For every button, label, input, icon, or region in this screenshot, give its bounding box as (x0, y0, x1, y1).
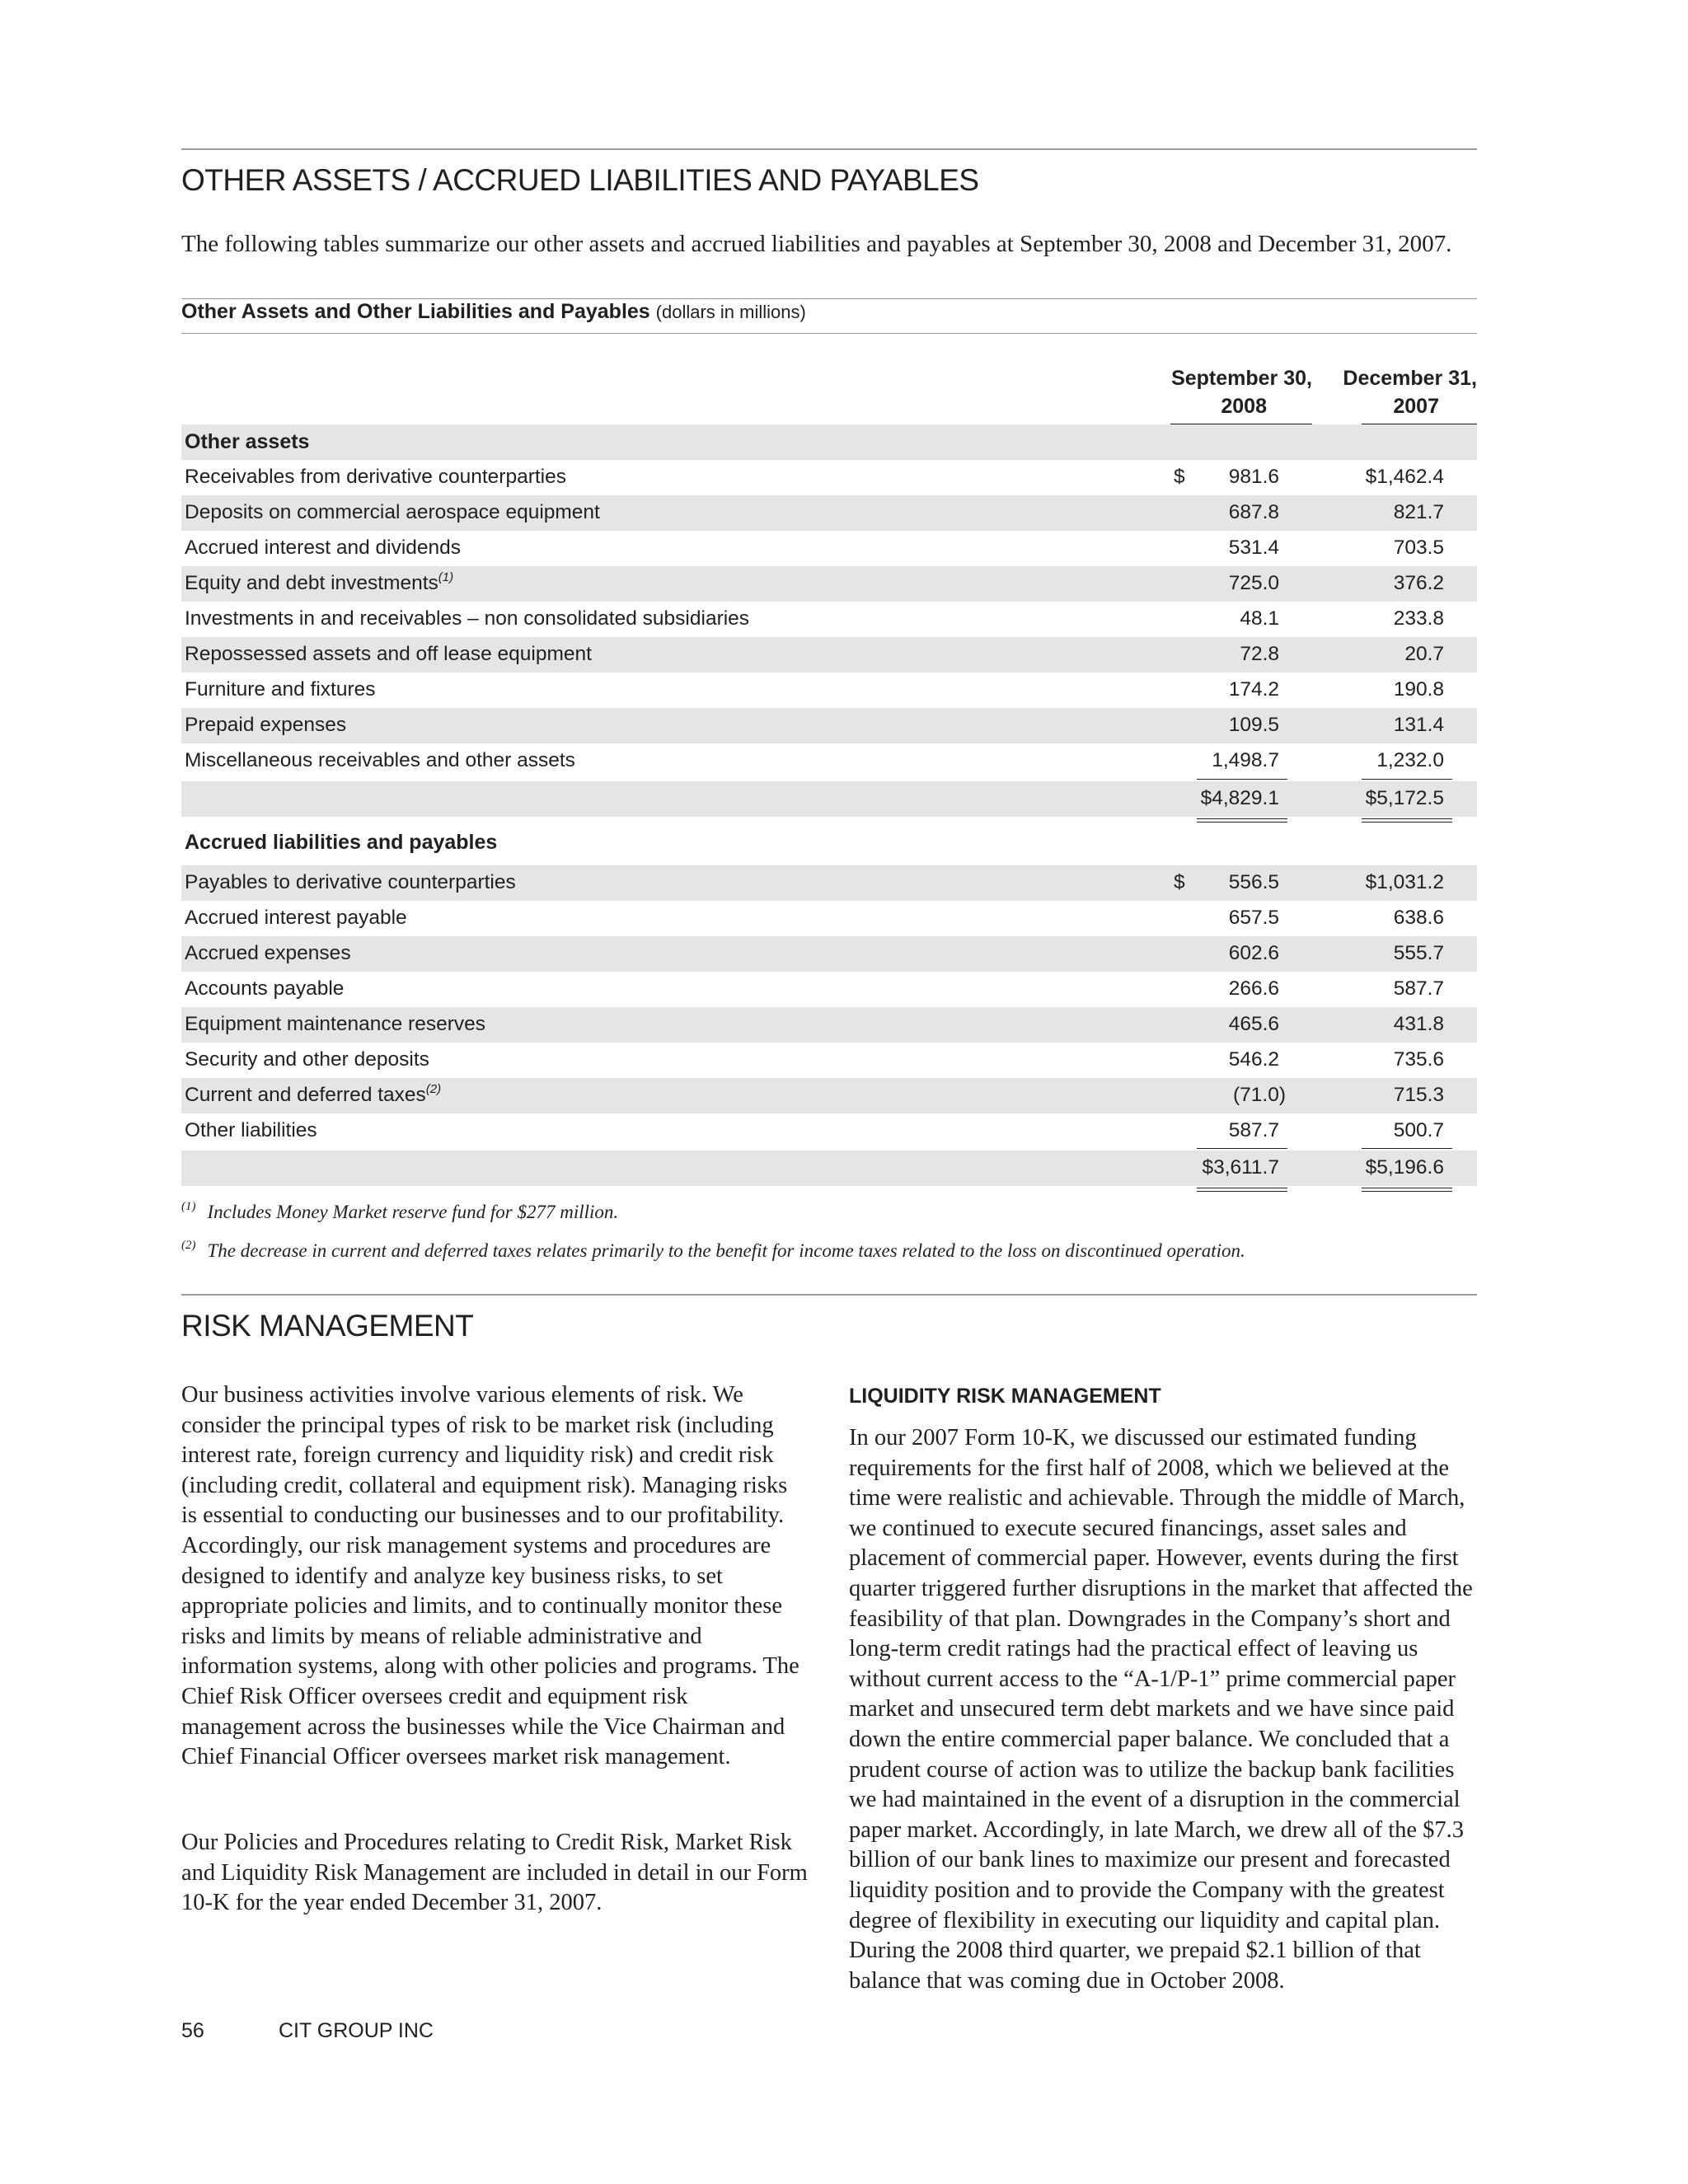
section-title-risk-management: RISK MANAGEMENT (181, 1309, 474, 1343)
row-value-2008: $ 981.6 (1174, 466, 1279, 488)
table-row (181, 566, 1477, 602)
col2-line2: 2007 (1393, 395, 1439, 418)
dollar-sign: $ (1174, 466, 1185, 488)
subtotal-underline-2008 (1197, 1148, 1287, 1149)
row-value-2008: 546.2 (1228, 1048, 1279, 1071)
row-value-2008: 531.4 (1228, 537, 1279, 559)
table-row (181, 460, 1477, 495)
footer-company: CIT GROUP INC (279, 2019, 434, 2042)
footnote-ref-2: (2) (425, 1082, 442, 1096)
table-row (181, 865, 1477, 901)
row-label: Receivables from derivative counterparties (185, 466, 566, 488)
row-label: Repossessed assets and off lease equipment (185, 643, 592, 665)
row-value-2008: 109.5 (1228, 714, 1279, 736)
col1-line1: September 30, (1171, 367, 1312, 390)
row-label: Deposits on commercial aerospace equipment (185, 501, 600, 523)
row-label: Accrued expenses (185, 942, 351, 964)
row-label: Equipment maintenance reserves (185, 1013, 485, 1035)
total-double-underline-2008 (1197, 1188, 1287, 1192)
row-value-2008: 1,498.7 (1212, 749, 1279, 771)
total-2008: $3,611.7 (1202, 1156, 1279, 1179)
table-row (181, 708, 1477, 743)
table-units: (dollars in millions) (655, 302, 806, 322)
row-value-2008: 72.8 (1240, 643, 1279, 665)
total-double-underline-2008 (1197, 818, 1287, 823)
table-row (181, 936, 1477, 972)
table-row (181, 1078, 1477, 1113)
page-number: 56 (181, 2019, 204, 2042)
row-value-2008: (71.0) (1232, 1084, 1286, 1106)
row-value-2008: 657.5 (1228, 907, 1279, 929)
footnote-1 (181, 1202, 618, 1223)
liabilities-heading: Accrued liabilities and payables (185, 831, 498, 854)
other-assets-heading: Other assets (185, 430, 310, 453)
table-row (181, 1113, 1477, 1149)
table-row (181, 901, 1477, 936)
table-title (181, 300, 806, 324)
row-value-2008: 602.6 (1228, 942, 1279, 964)
risk-paragraph-2: Our Policies and Procedures relating to Credit Risk, Market Risk and Liquidity Risk Management are included in detail in our Form 10-K for the year ended December 31, 2007. (181, 1830, 808, 1916)
row-value-2007: 735.6 (1393, 1048, 1444, 1071)
column-header-sep-2008 (1137, 364, 1312, 420)
footnote-text-1: Includes Money Market reserve fund for $277 million. (207, 1202, 619, 1222)
row-value-2007: 587.7 (1393, 977, 1444, 1000)
row-value-2007: $1,462.4 (1365, 466, 1444, 488)
top-rule (181, 148, 1477, 150)
subtotal-underline-2007 (1362, 1148, 1452, 1149)
row-value-2007: 500.7 (1393, 1119, 1444, 1141)
footnote-2 (181, 1240, 1245, 1262)
liquidity-risk-heading: LIQUIDITY RISK MANAGEMENT (849, 1385, 1161, 1408)
row-value-2007: 555.7 (1393, 942, 1444, 964)
row-value-2007: 20.7 (1404, 643, 1444, 665)
row-value-2008: 465.6 (1228, 1013, 1279, 1035)
row-value-2008: $ 556.5 (1174, 871, 1279, 893)
row-value-2007: 821.7 (1393, 501, 1444, 523)
row-value-2007: 1,232.0 (1376, 749, 1444, 771)
table-row (181, 673, 1477, 708)
footnote-ref-1: (1) (438, 570, 454, 584)
row-value-2008: 725.0 (1228, 572, 1279, 594)
section-title-other-assets: OTHER ASSETS / ACCRUED LIABILITIES AND PAYABLES (181, 163, 979, 197)
intro-paragraph: The following tables summarize our other assets and accrued liabilities and payables at September 30, 2008 and December 31, 2007. (181, 231, 1452, 257)
table-row (181, 1043, 1477, 1078)
row-label: Investments in and receivables – non consolidated subsidiaries (185, 607, 750, 630)
row-value-2008: 266.6 (1228, 977, 1279, 1000)
total-double-underline-2007 (1362, 1188, 1452, 1192)
row-value-2007: 190.8 (1393, 678, 1444, 701)
liabilities-total-row (181, 1151, 1477, 1186)
table-row (181, 972, 1477, 1007)
row-value-2007: 638.6 (1393, 907, 1444, 929)
risk-paragraph-1: Our business activities involve various elements of risk. We consider the principal types of risk to be market risk (including interest rate, foreign currency and liquidity risk) and credit risk (including credit, collateral and equipment risk). Managing risks is essential to conducting our businesses and to our profitability. Accordingly, our risk management systems and procedures are designed to identify and analyze key business risks, to set appropriate policies and limits, and to continually monitor these risks and limits by means of reliable administrative and information systems, along with other policies and programs. The Chief Risk Officer oversees credit and equipment risk management across the businesses while the Vice Chairman and Chief Financial Officer oversees market risk management. (181, 1382, 799, 1770)
total-2007: $5,172.5 (1365, 787, 1444, 809)
subtotal-underline-2007 (1362, 779, 1452, 780)
row-value-2008: 174.2 (1228, 678, 1279, 701)
row-label: Accrued interest and dividends (185, 537, 462, 559)
row-label: Furniture and fixtures (185, 678, 376, 701)
table-row (181, 637, 1477, 673)
total-2007: $5,196.6 (1365, 1156, 1444, 1179)
row-label: Miscellaneous receivables and other assets (185, 749, 575, 771)
total-double-underline-2007 (1362, 818, 1452, 823)
table-header-rule (181, 333, 1477, 334)
footnote-mark-1: (1) (181, 1200, 196, 1213)
table-row (181, 743, 1477, 779)
footnote-mark-2: (2) (181, 1239, 196, 1252)
liquidity-risk-paragraph: In our 2007 Form 10-K, we discussed our estimated funding requirements for the first half of 2008, which we believed at the time were realistic and achievable. Through the middle of March, we continued to execute secured financings, asset sales and placement of commercial paper. However, events during the first quarter triggered further disruptions in the market that affected the feasibility of that plan. Downgrades in the Company’s short and long-term credit ratings had the practical effect of leaving us without current access to the “A-1/P-1” prime commercial paper market and unsecured term debt markets and we have since paid down the entire commercial paper balance. We concluded that a prudent course of action was to utilize the backup bank facilities we had maintained in the event of a disruption in the commercial paper market. Accordingly, in late March, we drew all of the $7.3 billion of our bank lines to maximize our present and forecasted liquidity position and to provide the Company with the greatest degree of flexibility in executing our liquidity and capital plan. During the 2008 third quarter, we prepaid $2.1 billion of that balance that was coming due in October 2008. (849, 1425, 1473, 1994)
other-assets-heading-row (181, 424, 1477, 460)
row-label: Accounts payable (185, 977, 345, 1000)
row-value-2007: 233.8 (1393, 607, 1444, 630)
table-row (181, 602, 1477, 637)
total-2008: $4,829.1 (1200, 787, 1279, 809)
row-value-2007: 431.8 (1393, 1013, 1444, 1035)
row-value-2008: 587.7 (1228, 1119, 1279, 1141)
row-value-2007: 703.5 (1393, 537, 1444, 559)
row-label: Accrued interest payable (185, 907, 407, 929)
row-value-2008: 687.8 (1228, 501, 1279, 523)
table-title-text: Other Assets and Other Liabilities and Payables (181, 300, 650, 323)
column-header-dec-2007 (1335, 364, 1477, 420)
row-label: Equity and debt investments$^{(1)}$ (185, 570, 454, 594)
dollar-sign: $ (1174, 871, 1185, 893)
table-top-rule (181, 298, 1477, 299)
section-rule (181, 1294, 1477, 1296)
col1-line2: 2008 (1221, 395, 1267, 418)
row-value-2007: 376.2 (1393, 572, 1444, 594)
row-value-2007: 131.4 (1393, 714, 1444, 736)
row-label: Prepaid expenses (185, 714, 347, 736)
col2-line1: December 31, (1343, 367, 1477, 390)
row-label: Current and deferred taxes$^{(2)}$ (185, 1082, 442, 1106)
row-label: Security and other deposits (185, 1048, 429, 1071)
table-row (181, 531, 1477, 566)
other-assets-total-row (181, 781, 1477, 817)
row-value-2008: 48.1 (1240, 607, 1279, 630)
row-value-2007: 715.3 (1393, 1084, 1444, 1106)
row-label: Payables to derivative counterparties (185, 871, 516, 893)
subtotal-underline-2008 (1197, 779, 1287, 780)
footnote-text-2: The decrease in current and deferred taxes relates primarily to the benefit for income taxes related to the loss on discontinued operation. (207, 1240, 1245, 1261)
row-value-2007: $1,031.2 (1365, 871, 1444, 893)
row-label: Other liabilities (185, 1119, 317, 1141)
table-row (181, 495, 1477, 531)
table-row (181, 1007, 1477, 1043)
